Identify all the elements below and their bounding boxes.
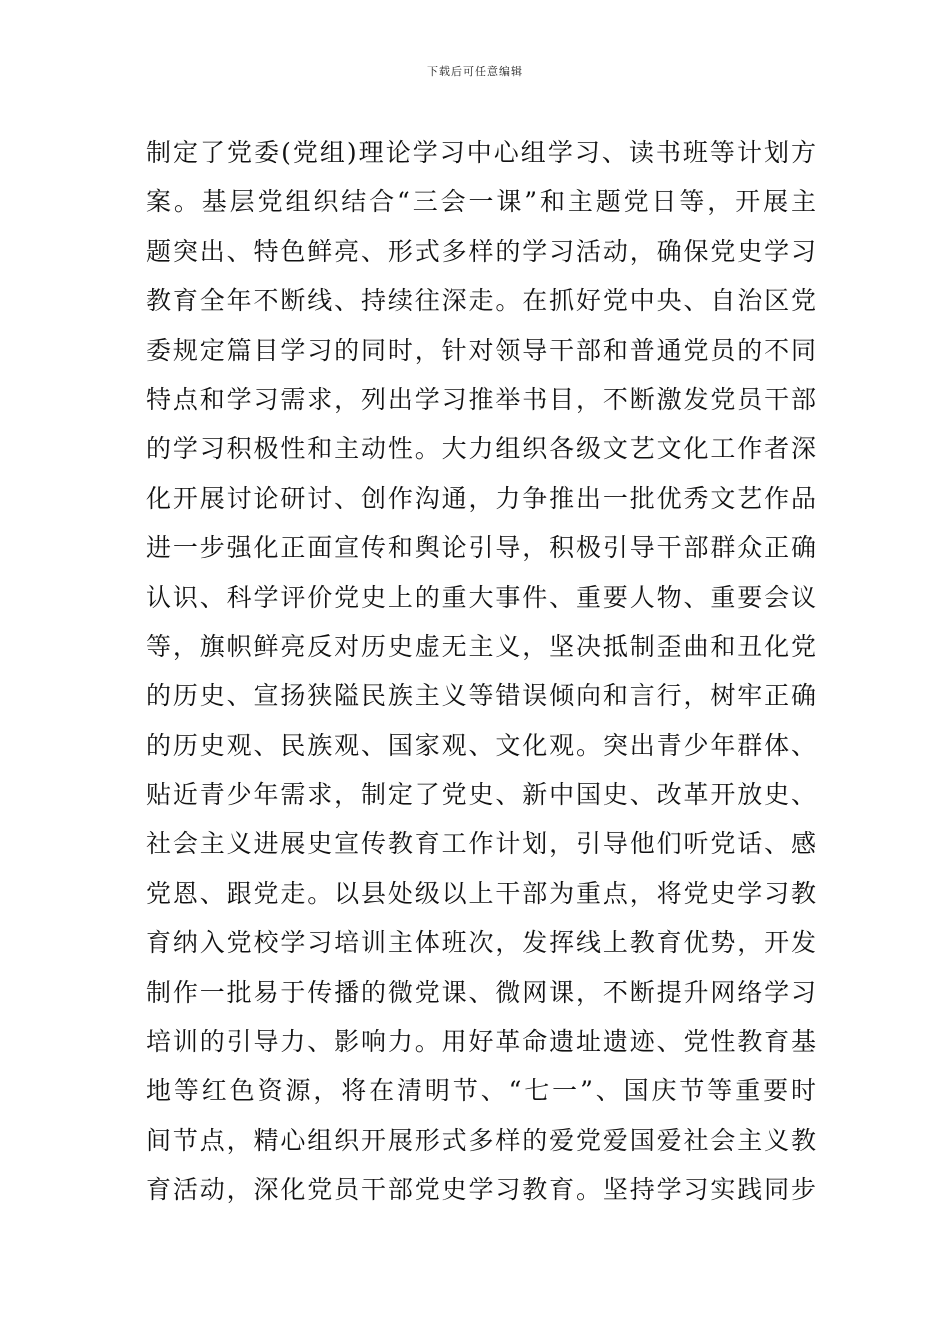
text-line: 制定了党委(党组)理论学习中心组学习、读书班等计划方 [146, 138, 816, 167]
text-line: 的历史观、民族观、国家观、文化观。突出青少年群体、 [146, 730, 816, 760]
text-line: 进一步强化正面宣传和舆论引导，积极引导干部群众正确 [146, 533, 816, 563]
text-line: 培训的引导力、影响力。用好革命遗址遗迹、党性教育基 [146, 1027, 816, 1057]
text-line: 贴近青少年需求，制定了党史、新中国史、改革开放史、 [146, 780, 816, 810]
text-line: 题突出、特色鲜亮、形式多样的学习活动，确保党史学习 [146, 236, 816, 266]
text-line: 教育全年不断线、持续往深走。在抓好党中央、自治区党 [146, 286, 816, 316]
text-line: 育活动，深化党员干部党史学习教育。坚持学习实践同步 [146, 1175, 816, 1205]
text-line: 的历史、宣扬狭隘民族主义等错误倾向和言行，树牢正确 [146, 681, 816, 711]
text-line: 委规定篇目学习的同时，针对领导干部和普通党员的不同 [146, 335, 816, 365]
text-line: 的学习积极性和主动性。大力组织各级文艺文化工作者深 [146, 434, 816, 464]
page-header: 下载后可任意编辑 [427, 65, 523, 78]
text-line: 化开展讨论研讨、创作沟通，力争推出一批优秀文艺作品 [146, 483, 816, 513]
text-line: 特点和学习需求，列出学习推举书目，不断激发党员干部 [146, 384, 816, 414]
text-line: 党恩、跟党走。以县处级以上干部为重点，将党史学习教 [146, 878, 816, 908]
text-line: 认识、科学评价党史上的重大事件、重要人物、重要会议 [146, 582, 816, 612]
text-line: 地等红色资源，将在清明节、“七一”、国庆节等重要时 [146, 1076, 816, 1106]
text-line: 制作一批易于传播的微党课、微网课，不断提升网络学习 [146, 977, 816, 1007]
text-line: 社会主义进展史宣传教育工作计划，引导他们听党话、感 [146, 829, 816, 859]
text-line: 案。基层党组织结合“三会一课”和主题党日等，开展主 [146, 187, 816, 217]
text-line: 间节点，精心组织开展形式多样的爱党爱国爱社会主义教 [146, 1125, 816, 1155]
text-line: 育纳入党校学习培训主体班次，发挥线上教育优势，开发 [146, 928, 816, 958]
text-line: 等，旗帜鲜亮反对历史虚无主义，坚决抵制歪曲和丑化党 [146, 631, 816, 661]
body-text [146, 128, 816, 1215]
